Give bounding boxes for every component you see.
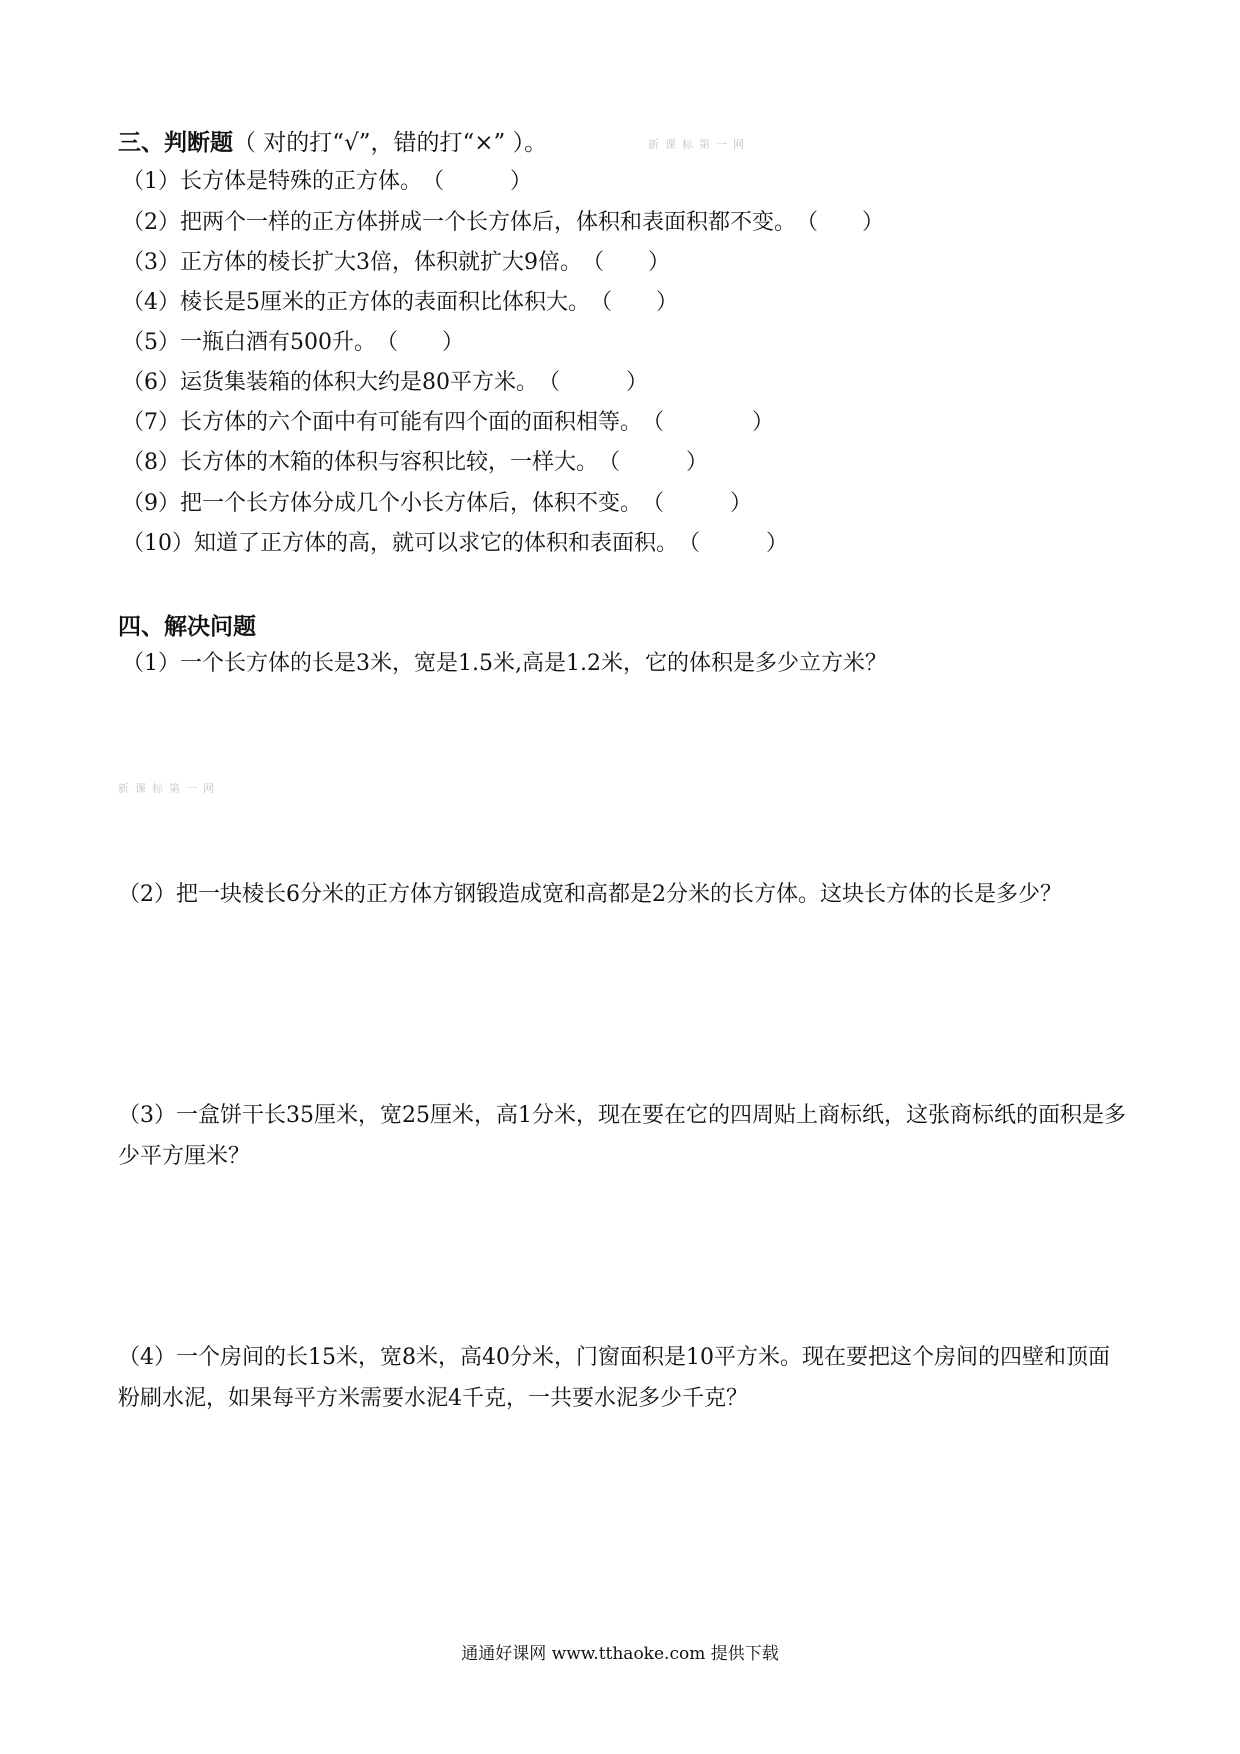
judge-item-2: （2）把两个一样的正方体拼成一个长方体后，体积和表面积都不变。（ ） xyxy=(122,210,885,235)
problem-1: （1）一个长方体的长是3米，宽是1.5米,高是1.2米，它的体积是多少立方米？ xyxy=(122,651,887,676)
section-3-instruction: （ 对的打“√”，错的打“×” ）。 xyxy=(233,130,548,156)
section-3-title: 三、判断题 xyxy=(118,129,233,156)
section-4-title: 四、解决问题 xyxy=(118,613,256,640)
judge-item-1: （1）长方体是特殊的正方体。（ ） xyxy=(122,169,533,194)
watermark-middle: 新课标第一网 xyxy=(118,782,220,795)
judge-item-10: （10）知道了正方体的高，就可以求它的体积和表面积。（ ） xyxy=(122,531,789,556)
judge-item-9: （9）把一个长方体分成几个小长方体后，体积不变。（ ） xyxy=(122,491,753,516)
watermark-top: 新课标第一网 xyxy=(648,138,750,151)
judge-item-7: （7）长方体的六个面中有可能有四个面的面积相等。（ ） xyxy=(122,410,775,435)
judge-item-8: （8）长方体的木箱的体积与容积比较，一样大。（ ） xyxy=(122,450,709,475)
problem-3: （3）一盒饼干长35厘米，宽25厘米，高1分米，现在要在它的四周贴上商标纸，这张商标纸的面积是多少平方厘米？ xyxy=(118,1103,1126,1169)
footer-download-note: 通通好课网 www.tthaoke.com 提供下载 xyxy=(461,1644,779,1664)
judge-item-6: （6）运货集装箱的体积大约是80平方米。（ ） xyxy=(122,370,649,395)
judge-item-3: （3）正方体的棱长扩大3倍，体积就扩大9倍。（ ） xyxy=(122,250,671,275)
section-3-heading xyxy=(118,124,547,157)
problem-2: （2）把一块棱长6分米的正方体方钢锻造成宽和高都是2分米的长方体。这块长方体的长是多少？ xyxy=(118,882,1062,907)
problem-4: （4）一个房间的长15米，宽8米，高40分米，门窗面积是10平方米。现在要把这个房间的四壁和顶面粉刷水泥，如果每平方米需要水泥4千克，一共要水泥多少千克？ xyxy=(118,1345,1110,1411)
judge-item-5: （5）一瓶白酒有500升。（ ） xyxy=(122,330,465,355)
judge-item-4: （4）棱长是5厘米的正方体的表面积比体积大。（ ） xyxy=(122,290,679,315)
